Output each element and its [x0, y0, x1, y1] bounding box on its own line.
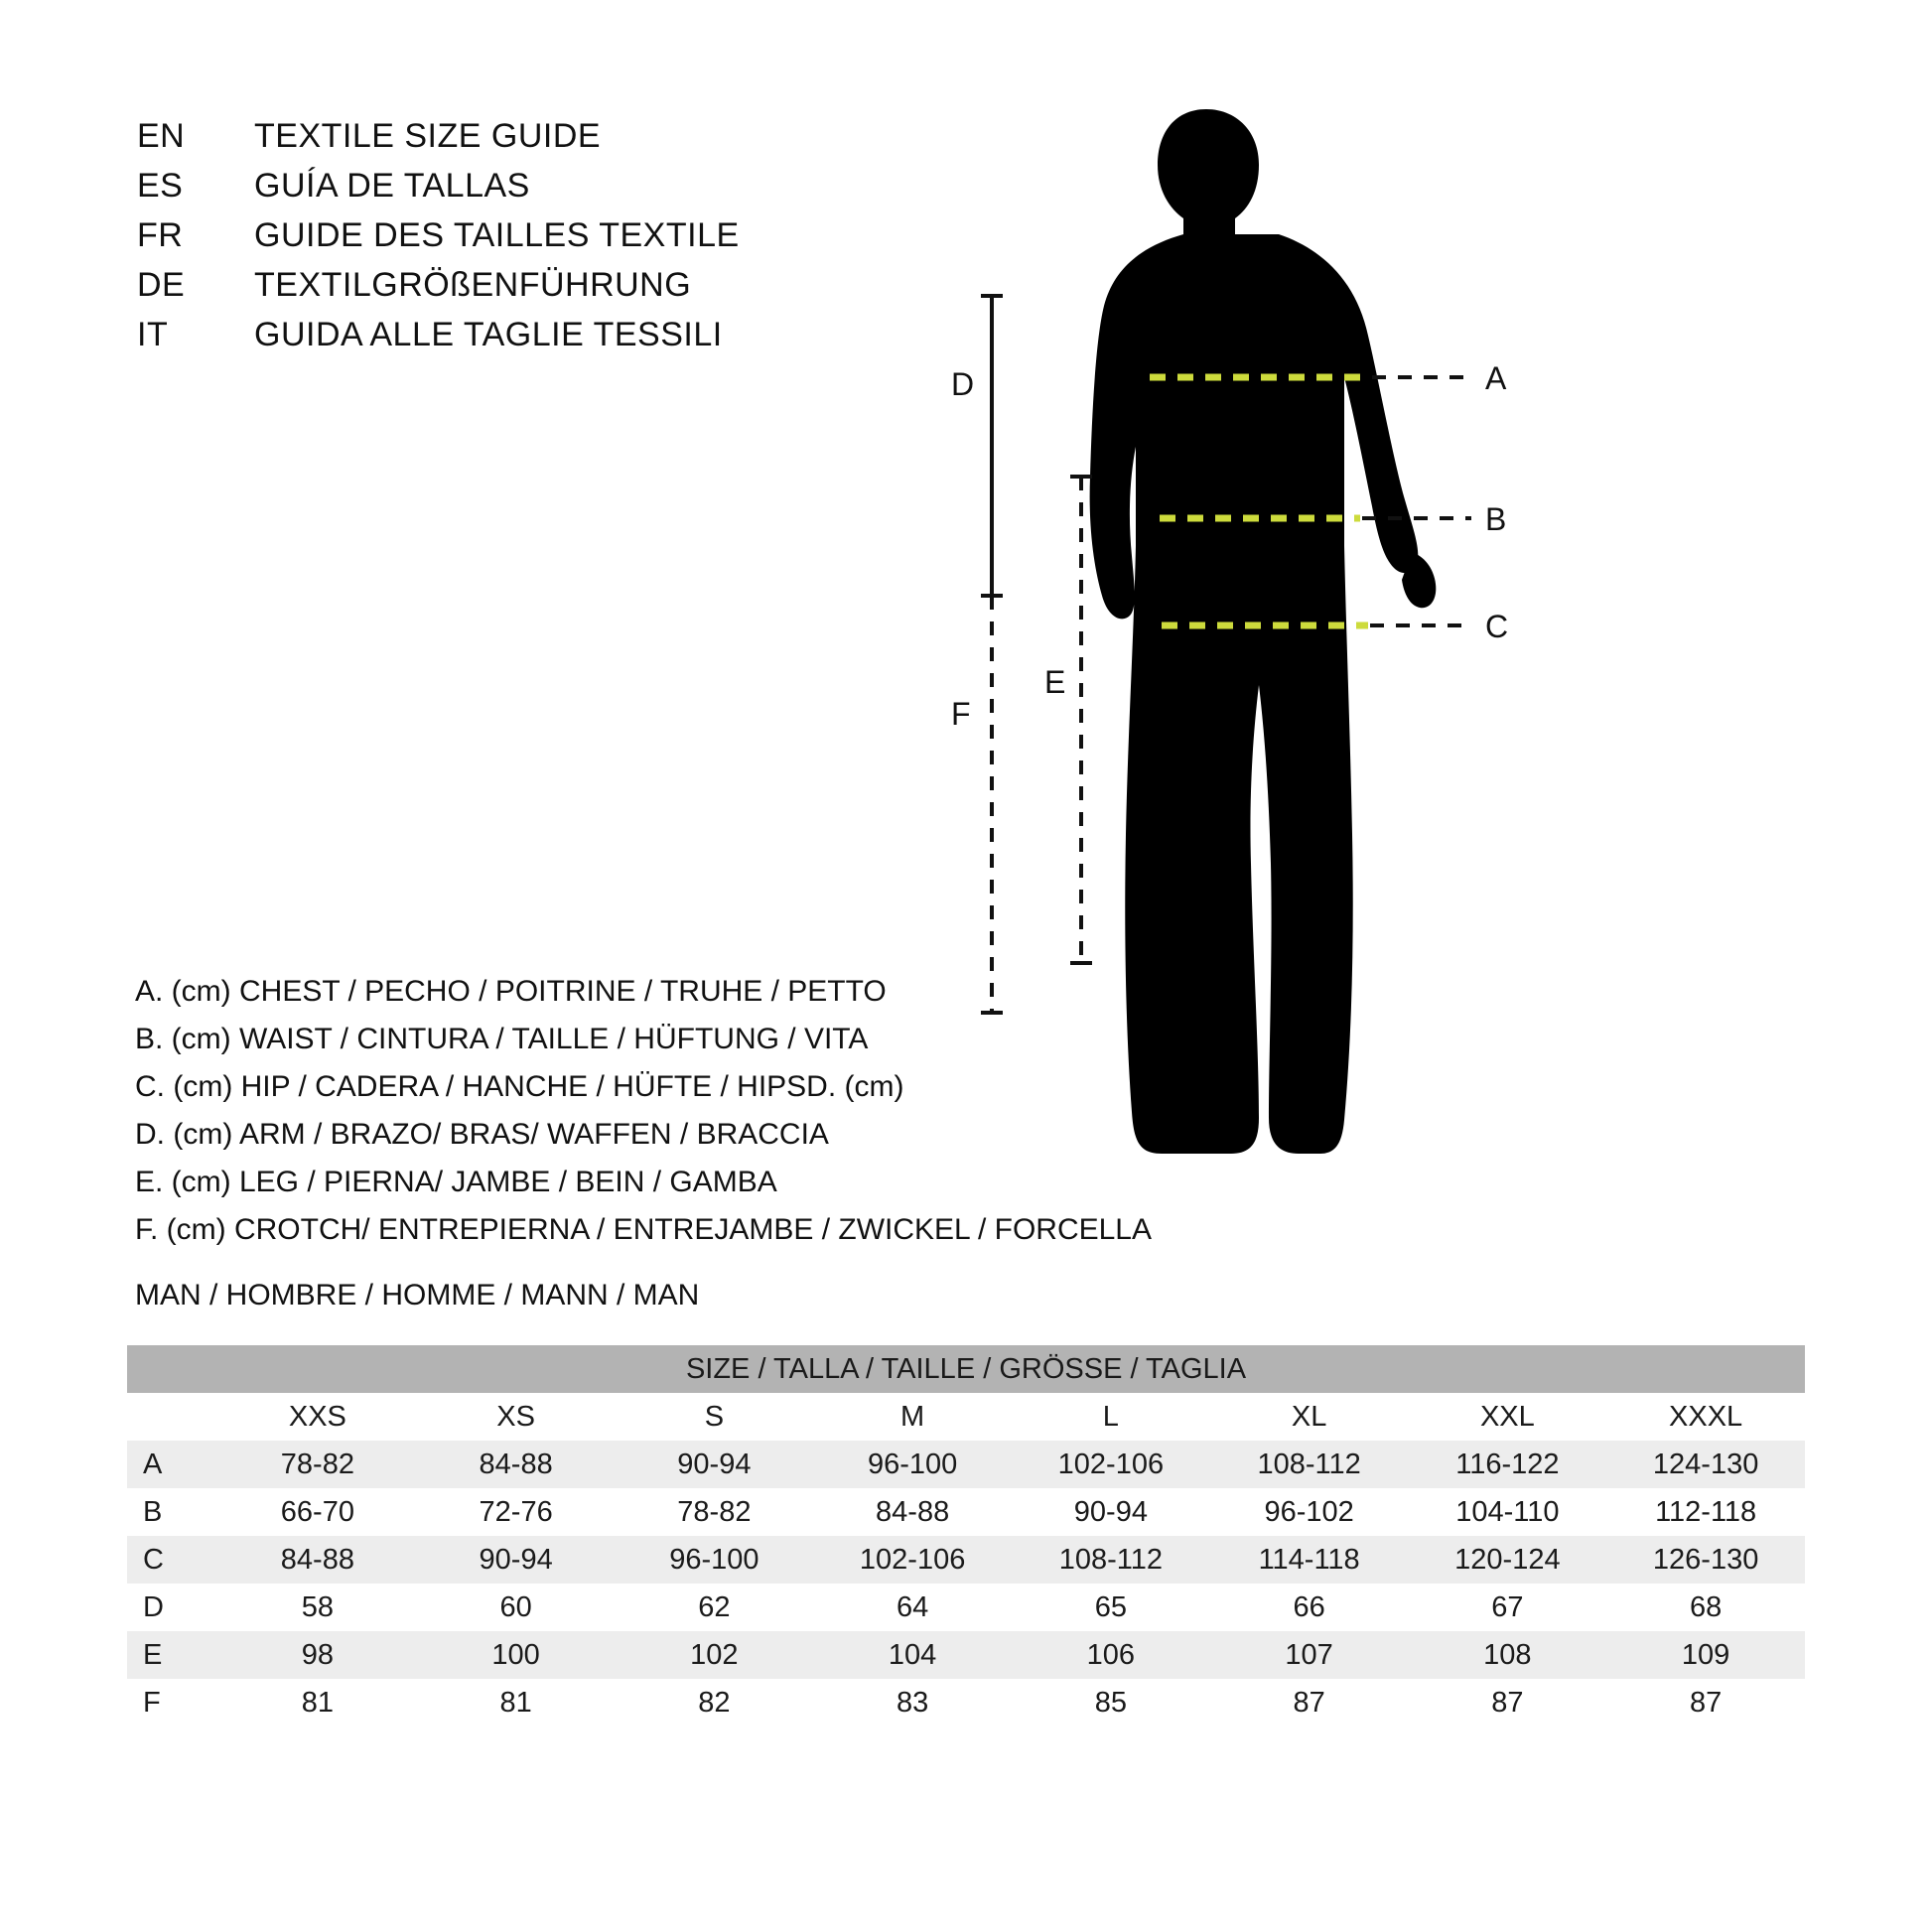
cell: 100	[491, 1638, 540, 1671]
cell: 126-130	[1652, 1543, 1759, 1576]
cell: 96-102	[1264, 1495, 1354, 1528]
row-label: F	[143, 1686, 161, 1719]
cell: 96-100	[867, 1448, 958, 1480]
cell: 64	[896, 1590, 929, 1623]
language-title-block	[137, 117, 892, 365]
language-code: EN	[137, 117, 186, 155]
table-row	[127, 1441, 1805, 1488]
size-header: XXS	[288, 1400, 346, 1433]
man-silhouette	[1090, 109, 1437, 1154]
language-title: TEXTILE SIZE GUIDE	[254, 117, 602, 155]
cell: 84-88	[280, 1543, 354, 1576]
language-row	[137, 266, 892, 316]
row-label: C	[143, 1543, 164, 1576]
language-code: IT	[137, 316, 169, 353]
cell: 82	[698, 1686, 731, 1719]
callout-b: B	[1485, 501, 1507, 537]
row-label: E	[143, 1638, 163, 1671]
label-e: E	[1044, 664, 1066, 700]
language-title: GUIDE DES TAILLES TEXTILE	[254, 216, 740, 254]
table-row	[127, 1488, 1805, 1536]
cell: 90-94	[479, 1543, 553, 1576]
cell: 72-76	[479, 1495, 553, 1528]
legend-line-d: D. (cm) ARM / BRAZO/ BRAS/ WAFFEN / BRACCIA	[135, 1118, 829, 1151]
cell: 78-82	[677, 1495, 752, 1528]
size-header: M	[900, 1400, 925, 1433]
table-title-row	[127, 1345, 1805, 1393]
row-label: D	[143, 1590, 164, 1623]
language-row	[137, 216, 892, 266]
cell: 108-112	[1058, 1543, 1164, 1576]
language-title: TEXTILGRÖßENFÜHRUNG	[254, 266, 692, 304]
table-row	[127, 1584, 1805, 1631]
legend-line-e: E. (cm) LEG / PIERNA/ JAMBE / BEIN / GAMBA	[135, 1166, 777, 1198]
cell: 62	[698, 1590, 731, 1623]
cell: 87	[1491, 1686, 1524, 1719]
legend-line-a: A. (cm) CHEST / PECHO / POITRINE / TRUHE / PETTO	[135, 975, 887, 1008]
label-f: F	[951, 696, 971, 732]
cell: 107	[1285, 1638, 1333, 1671]
legend-line-b: B. (cm) WAIST / CINTURA / TAILLE / HÜFTUNG / VITA	[135, 1023, 869, 1055]
size-header: XXL	[1479, 1400, 1535, 1433]
cell: 98	[301, 1638, 334, 1671]
cell: 66	[1293, 1590, 1325, 1623]
language-row	[137, 316, 892, 365]
cell: 104	[888, 1638, 937, 1671]
cell: 85	[1094, 1686, 1127, 1719]
cell: 102-106	[859, 1543, 966, 1576]
cell: 84-88	[479, 1448, 553, 1480]
cell: 102-106	[1057, 1448, 1165, 1480]
cell: 108-112	[1257, 1448, 1361, 1480]
cell: 78-82	[280, 1448, 354, 1480]
row-label: B	[143, 1495, 163, 1528]
cell: 66-70	[280, 1495, 354, 1528]
cell: 106	[1086, 1638, 1136, 1671]
cell: 81	[499, 1686, 532, 1719]
cell: 112-118	[1655, 1495, 1757, 1528]
cell: 65	[1094, 1590, 1127, 1623]
cell: 116-122	[1455, 1448, 1560, 1480]
table-row	[127, 1679, 1805, 1726]
cell: 109	[1681, 1638, 1730, 1671]
cell: 90-94	[677, 1448, 752, 1480]
cell: 67	[1491, 1590, 1524, 1623]
legend-line-c: C. (cm) HIP / CADERA / HANCHE / HÜFTE / HIPSD. (cm)	[135, 1070, 904, 1103]
language-code: ES	[137, 167, 184, 205]
cell: 84-88	[876, 1495, 950, 1528]
cell: 104-110	[1455, 1495, 1560, 1528]
cell: 68	[1689, 1590, 1723, 1623]
cell: 124-130	[1652, 1448, 1759, 1480]
cell: 90-94	[1073, 1495, 1148, 1528]
callout-a: A	[1485, 360, 1507, 396]
size-header: XS	[496, 1400, 535, 1433]
language-title: GUIDA ALLE TAGLIE TESSILI	[254, 316, 723, 353]
size-table	[127, 1345, 1805, 1726]
callout-c: C	[1485, 609, 1509, 644]
cell: 83	[896, 1686, 929, 1719]
table-header-row	[127, 1393, 1805, 1441]
cell: 60	[499, 1590, 532, 1623]
table-row	[127, 1631, 1805, 1679]
cell: 96-100	[669, 1543, 759, 1576]
size-header: XL	[1291, 1400, 1327, 1433]
cell: 120-124	[1454, 1543, 1561, 1576]
label-d: D	[951, 366, 975, 402]
body-diagram	[951, 79, 1876, 1221]
cell: 81	[301, 1686, 334, 1719]
cell: 102	[690, 1638, 739, 1671]
size-header: XXXL	[1669, 1400, 1743, 1433]
row-label: A	[143, 1448, 163, 1480]
cell: 87	[1293, 1686, 1325, 1719]
language-row	[137, 167, 892, 216]
size-header: S	[704, 1400, 725, 1433]
language-code: DE	[137, 266, 186, 304]
size-header: L	[1102, 1400, 1119, 1433]
legend-line-f: F. (cm) CROTCH/ ENTREPIERNA / ENTREJAMBE / ZWICKEL / FORCELLA	[135, 1213, 1152, 1246]
cell: 108	[1483, 1638, 1532, 1671]
language-code: FR	[137, 216, 184, 254]
cell: 87	[1689, 1686, 1723, 1719]
table-title: SIZE / TALLA / TAILLE / GRÖSSE / TAGLIA	[685, 1352, 1247, 1385]
size-table-wrapper	[127, 1345, 1805, 1726]
language-row	[137, 117, 892, 167]
cell: 58	[301, 1590, 334, 1623]
table-row	[127, 1536, 1805, 1584]
language-title: GUÍA DE TALLAS	[254, 167, 530, 205]
cell: 114-118	[1258, 1543, 1360, 1576]
header-corner	[127, 1393, 218, 1441]
gender-label: MAN / HOMBRE / HOMME / MANN / MAN	[135, 1279, 700, 1311]
